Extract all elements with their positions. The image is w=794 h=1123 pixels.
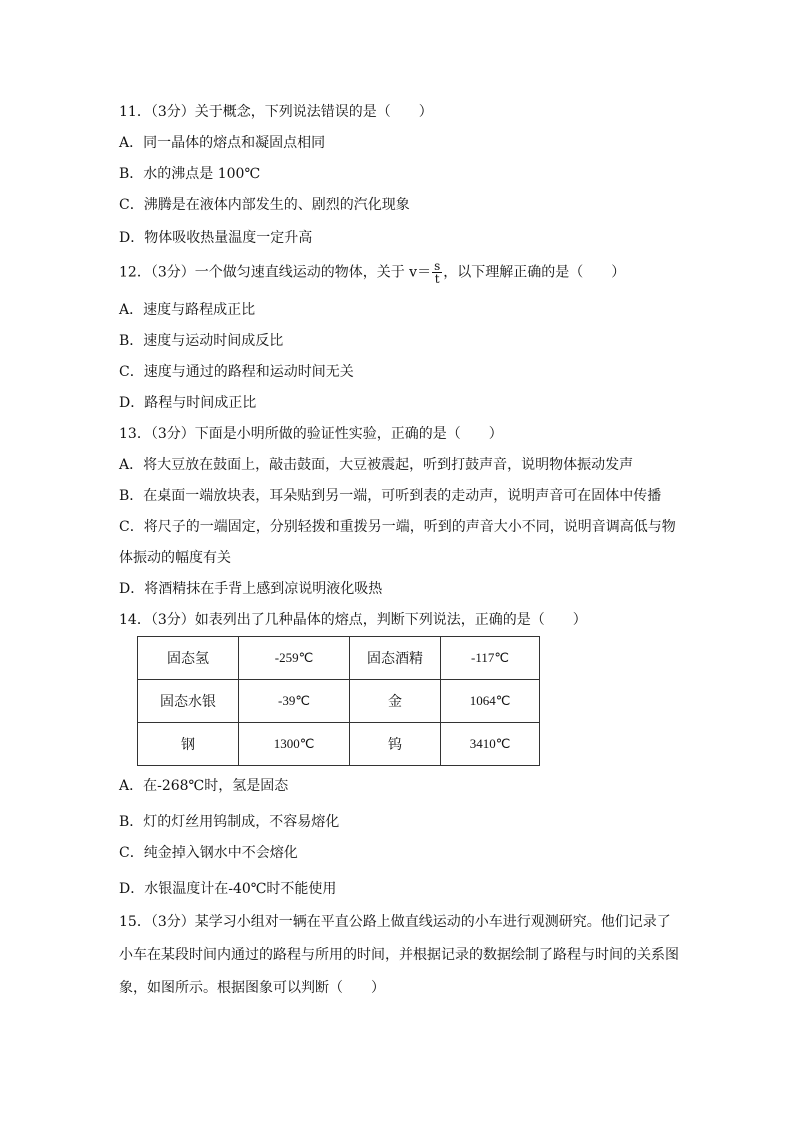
q11-option-c: C．沸腾是在液体内部发生的、剧烈的汽化现象 xyxy=(119,197,410,213)
q14-option-a: A．在-268℃时，氢是固态 xyxy=(119,778,289,794)
velocity-fraction xyxy=(432,260,442,285)
q13-option-c: C．将尺子的一端固定，分别轻拨和重拨另一端，听到的声音大小不同，说明音调高低与物 xyxy=(119,519,676,535)
q13-option-a: A．将大豆放在鼓面上，敲击鼓面，大豆被震起，听到打鼓声音，说明物体振动发声 xyxy=(119,457,634,473)
table-cell: 3410℃ xyxy=(441,723,540,766)
q12-option-b: B．速度与运动时间成反比 xyxy=(119,333,284,349)
table-cell: 钢 xyxy=(138,723,239,766)
q15-stem-line-3: 象，如图所示。根据图象可以判断（ ） xyxy=(119,980,385,996)
table-cell: -39℃ xyxy=(239,680,350,723)
q14-stem: 14．（3分）如表列出了几种晶体的熔点，判断下列说法，正确的是（ ） xyxy=(119,612,587,628)
q11-option-d: D．物体吸收热量温度一定升高 xyxy=(119,230,313,246)
table-cell: 固态酒精 xyxy=(350,637,441,680)
q15-stem-line-2: 小车在某段时间内通过的路程与所用的时间，并根据记录的数据绘制了路程与时间的关系图 xyxy=(119,947,679,963)
table-cell: 1300℃ xyxy=(239,723,350,766)
q13-option-b: B．在桌面一端放块表，耳朵贴到另一端，可听到表的走动声，说明声音可在固体中传播 xyxy=(119,488,662,504)
q11-option-a: A．同一晶体的熔点和凝固点相同 xyxy=(119,135,326,151)
q12-stem-post: ，以下理解正确的是（ ） xyxy=(443,264,626,281)
q12-option-d: D．路程与时间成正比 xyxy=(119,395,257,411)
q14-option-c: C．纯金掉入钢水中不会熔化 xyxy=(119,845,298,861)
table-cell: 金 xyxy=(350,680,441,723)
q12-stem xyxy=(119,260,625,285)
table-cell: 1064℃ xyxy=(441,680,540,723)
fraction-numerator: s xyxy=(434,259,441,273)
q12-option-c: C．速度与通过的路程和运动时间无关 xyxy=(119,364,354,380)
table-row xyxy=(138,637,540,680)
q13-option-d: D．将酒精抹在手背上感到凉说明液化吸热 xyxy=(119,581,383,597)
q13-stem: 13．（3分）下面是小明所做的验证性实验，正确的是（ ） xyxy=(119,426,503,442)
q12-option-a: A．速度与路程成正比 xyxy=(119,302,256,318)
q14-option-d: D．水银温度计在-40℃时不能使用 xyxy=(119,881,337,897)
table-cell: 钨 xyxy=(350,723,441,766)
q15-stem-line-1: 15．（3分）某学习小组对一辆在平直公路上做直线运动的小车进行观测研究。他们记录了 xyxy=(119,914,671,930)
table-cell: -117℃ xyxy=(441,637,540,680)
table-cell: -259℃ xyxy=(239,637,350,680)
table-row xyxy=(138,723,540,766)
q11-option-b: B．水的沸点是 100℃ xyxy=(119,166,261,182)
table-row xyxy=(138,680,540,723)
table-cell: 固态氢 xyxy=(138,637,239,680)
q13-option-c-cont: 体振动的幅度有关 xyxy=(119,550,231,566)
q14-option-b: B．灯的灯丝用钨制成，不容易熔化 xyxy=(119,814,340,830)
melting-point-table xyxy=(137,636,540,766)
fraction-denominator: t xyxy=(434,272,440,286)
q11-stem: 11．（3分）关于概念，下列说法错误的是（ ） xyxy=(119,104,433,120)
q12-stem-pre: 12．（3分）一个做匀速直线运动的物体，关于 v＝ xyxy=(119,264,432,281)
table-cell: 固态水银 xyxy=(138,680,239,723)
